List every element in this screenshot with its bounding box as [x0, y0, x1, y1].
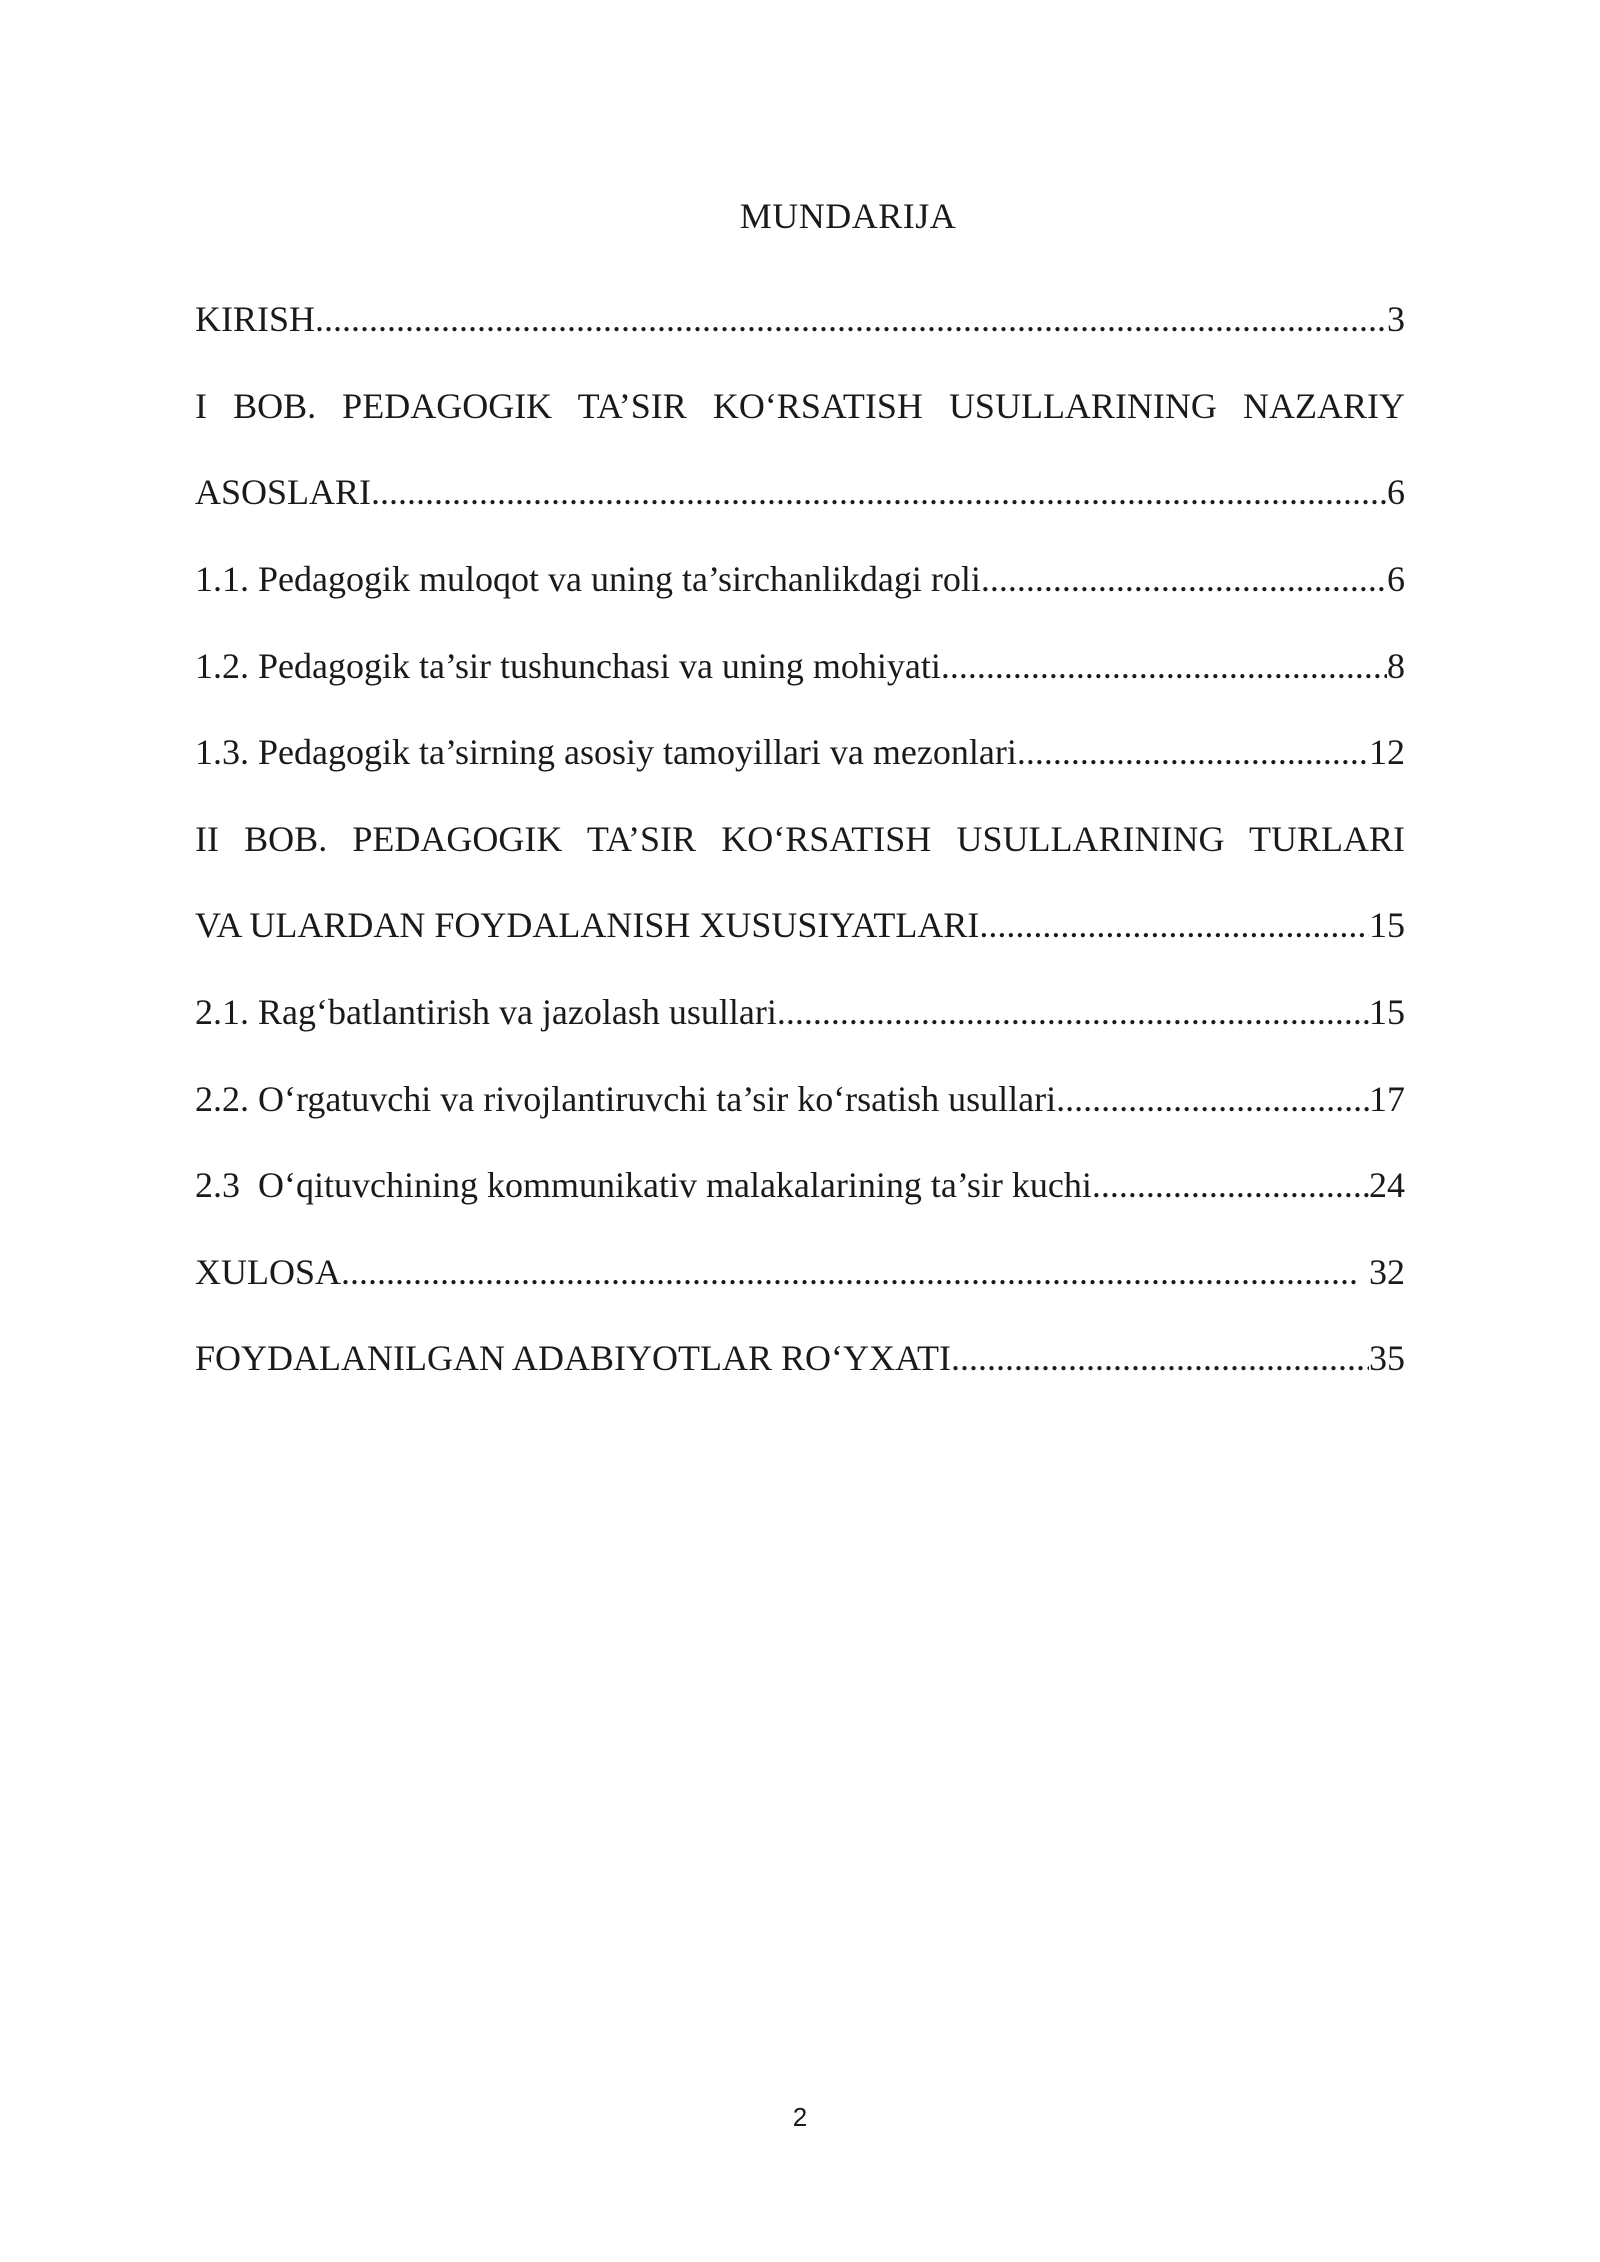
toc-entry-page: 6 — [1387, 472, 1405, 513]
toc-entry[interactable] — [195, 276, 1405, 363]
toc-entry[interactable] — [195, 709, 1405, 796]
toc-entry-page: 8 — [1387, 645, 1405, 686]
toc-entry-page: 17 — [1369, 1078, 1405, 1119]
toc-entry-page: 12 — [1369, 732, 1405, 773]
toc-leader-dots — [777, 991, 1369, 1033]
toc-entry[interactable] — [195, 882, 1405, 969]
table-of-contents — [195, 276, 1405, 1402]
toc-entry-label: XULOSA — [195, 1251, 342, 1292]
toc-entry-label: KIRISH — [195, 299, 316, 340]
page-number: 2 — [792, 2102, 808, 2132]
toc-leader-dots — [981, 558, 1387, 600]
toc-entry-label: ASOSLARI — [195, 472, 372, 513]
toc-entry-label: VA ULARDAN FOYDALANISH XUSUSIYATLARI — [195, 905, 980, 946]
toc-entry-heading[interactable] — [195, 363, 1405, 450]
toc-leader-dots — [1017, 731, 1369, 773]
toc-entry[interactable] — [195, 536, 1405, 623]
toc-entry-page: 15 — [1369, 905, 1405, 946]
toc-leader-dots — [1092, 1164, 1369, 1206]
toc-entry-page: 3 — [1387, 299, 1405, 340]
toc-entry-label: 2.3 O‘qituvchining kommunikativ malakalarining ta’sir kuchi — [195, 1165, 1092, 1206]
toc-entry-page: 6 — [1387, 559, 1405, 600]
toc-entry[interactable] — [195, 969, 1405, 1056]
toc-leader-dots — [341, 1251, 1360, 1293]
toc-entry[interactable] — [195, 1315, 1405, 1402]
toc-entry-heading[interactable] — [195, 796, 1405, 883]
toc-entry-label: II BOB. PEDAGOGIK TA’SIR KO‘RSATISH USULLARINING TURLARI — [195, 818, 1405, 859]
toc-entry[interactable] — [195, 449, 1405, 536]
toc-leader-dots — [1056, 1078, 1369, 1120]
toc-entry-label: 1.1. Pedagogik muloqot va uning ta’sirchanlikdagi roli — [195, 559, 981, 600]
toc-entry[interactable] — [195, 1142, 1405, 1229]
toc-entry-page: 32 — [1360, 1251, 1405, 1292]
toc-title: MUNDARIJA — [739, 196, 957, 236]
toc-entry-label: 2.1. Rag‘batlantirish va jazolash usullari — [195, 992, 777, 1033]
toc-entry-label: 1.3. Pedagogik ta’sirning asosiy tamoyillari va mezonlari — [195, 732, 1017, 773]
toc-entry-page: 15 — [1369, 992, 1405, 1033]
toc-leader-dots — [371, 471, 1387, 513]
toc-leader-dots — [979, 904, 1369, 946]
toc-entry-label: FOYDALANILGAN ADABIYOTLAR RO‘YXATI — [195, 1338, 951, 1379]
toc-leader-dots — [941, 645, 1387, 687]
toc-entry-page: 24 — [1369, 1165, 1405, 1206]
toc-entry[interactable] — [195, 622, 1405, 709]
toc-entry-page: 35 — [1369, 1338, 1405, 1379]
toc-entry[interactable] — [195, 1229, 1405, 1316]
toc-entry-label: 2.2. O‘rgatuvchi va rivojlantiruvchi ta’sir ko‘rsatish usullari — [195, 1078, 1057, 1119]
toc-entry-label: 1.2. Pedagogik ta’sir tushunchasi va uning mohiyati — [195, 645, 941, 686]
toc-leader-dots — [315, 298, 1387, 340]
toc-entry-label: I BOB. PEDAGOGIK TA’SIR KO‘RSATISH USULLARINING NAZARIY — [195, 385, 1405, 426]
toc-entry[interactable] — [195, 1055, 1405, 1142]
toc-leader-dots — [951, 1337, 1369, 1379]
